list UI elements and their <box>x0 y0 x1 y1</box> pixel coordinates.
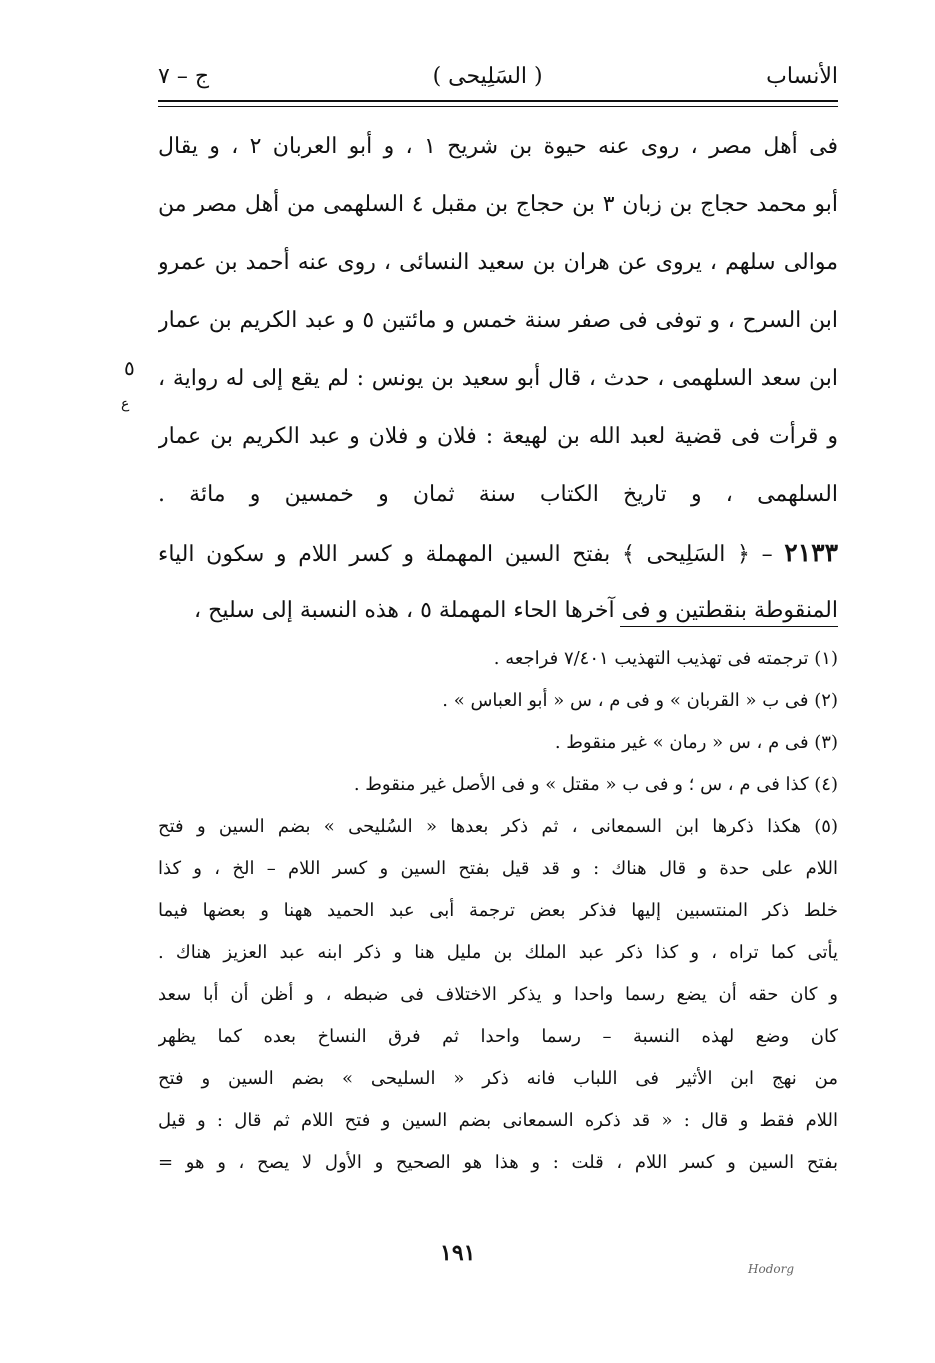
footnotes <box>158 638 838 1184</box>
page-number: ١٩١ <box>440 1240 476 1266</box>
main-text <box>158 118 838 640</box>
text-line: ابن السرح ، و توفى فى صفر سنة خمس و مائتين ٥ و عبد الكريم بن عمار <box>158 308 838 333</box>
running-title: ( السَلِيحى ) <box>432 63 543 89</box>
header-rule-thin <box>158 106 838 107</box>
footnote-line: و كان حقه أن يضع رسما واحدا و يذكر الاختلاف فى ضبطه ، و أظن أن أبا سعد <box>158 984 838 1005</box>
entry-heading-text: – ﴿ السَلِيحى ﴾ بفتح السين المهملة و كسر اللام و سكون الياء <box>158 542 773 567</box>
footnote-line: من نهج ابن الأثير فى اللباب فانه ذكر « السليحى » بضم السين و فتح <box>158 1068 838 1089</box>
entry-heading-line <box>158 524 838 582</box>
text-line: ابن سعد السلهمى ، حدث ، قال أبو سعيد بن يونس : لم يقع إلى له رواية ، <box>158 366 838 391</box>
margin-mark: ع <box>121 396 130 412</box>
footnote-rule <box>620 626 838 627</box>
footnote-line: (١) ترجمته فى تهذيب التهذيب ٧/٤٠١ فراجعه . <box>493 648 838 669</box>
text-line: فى أهل مصر ، روى عنه حيوة بن شريح ١ ، و أبو العربان ٢ ، و يقال <box>158 134 838 159</box>
footnote-line: يأتى كما تراه ، و كذا ذكر عبد الملك بن مليل هنا و ذكر ابنه عبد العزيز هناك . <box>158 942 838 963</box>
footnote-line: كان وضع لهذه النسبة – رسما واحدا ثم فرق النساخ بعده كما يظهر <box>158 1026 838 1047</box>
running-header <box>158 55 838 97</box>
entry-number: ٢١٣٣ <box>784 538 838 567</box>
signature-mark: Hodorg <box>748 1262 795 1276</box>
margin-line-number: ٥ <box>124 356 135 380</box>
footnote-line: اللام على حدة و قال هناك : و قد قيل بفتح السين و كسر اللام – الخ ، و كذا <box>158 858 838 879</box>
text-line: أبو محمد حجاج بن زبان ٣ بن حجاج بن مقبل ٤ السلهمى من أهل مصر من <box>158 192 838 217</box>
footnote-line: (٣) فى م ، س « رمان » غير منقوط . <box>554 732 838 753</box>
footnote-line: خلط ذكر المنتسبين إليها فذكر بعض ترجمة أبى عبد الحميد ههنا و بعضها فيما <box>158 900 838 921</box>
footnote-line: بفتح السين و كسر اللام ، قلت : و هذا هو الصحيح و الأول لا يصح ، و هو = <box>158 1152 838 1173</box>
header-rule <box>158 100 838 102</box>
text-line: و قرأت فى قضية لعبد الله بن لهيعة : فلان و فلان و عبد الكريم بن عمار <box>158 424 838 449</box>
volume-label: ج – ٧ <box>158 63 210 89</box>
text-line: موالى سلهم ، يروى عن هران بن سعيد النسائى ، روى عنه أحمد بن عمرو <box>158 250 838 275</box>
footnote-line: (٥) هكذا ذكرها ابن السمعانى ، ثم ذكر بعدها « السُليحى » بضم السين و فتح <box>158 816 838 837</box>
footnote-line: اللام فقط و قال : « قد ذكره السمعانى بضم السين و فتح اللام ثم قال : و قيل <box>158 1110 838 1131</box>
text-line: المنقوطة بنقطتين و فى آخرها الحاء المهملة ٥ ، هذه النسبة إلى سليح ، <box>194 598 838 623</box>
footnote-line: (٢) فى ب « القربان » و فى م ، س « أبو العباس » . <box>442 690 838 711</box>
text-line: السلهمى ، و تاريخ الكتاب سنة ثمان و خمسين و مائة . <box>158 482 838 507</box>
book-title: الأنساب <box>766 63 838 89</box>
footnote-line: (٤) كذا فى م ، س ؛ و فى ب « مقتل » و فى الأصل غير منقوط . <box>353 774 838 795</box>
